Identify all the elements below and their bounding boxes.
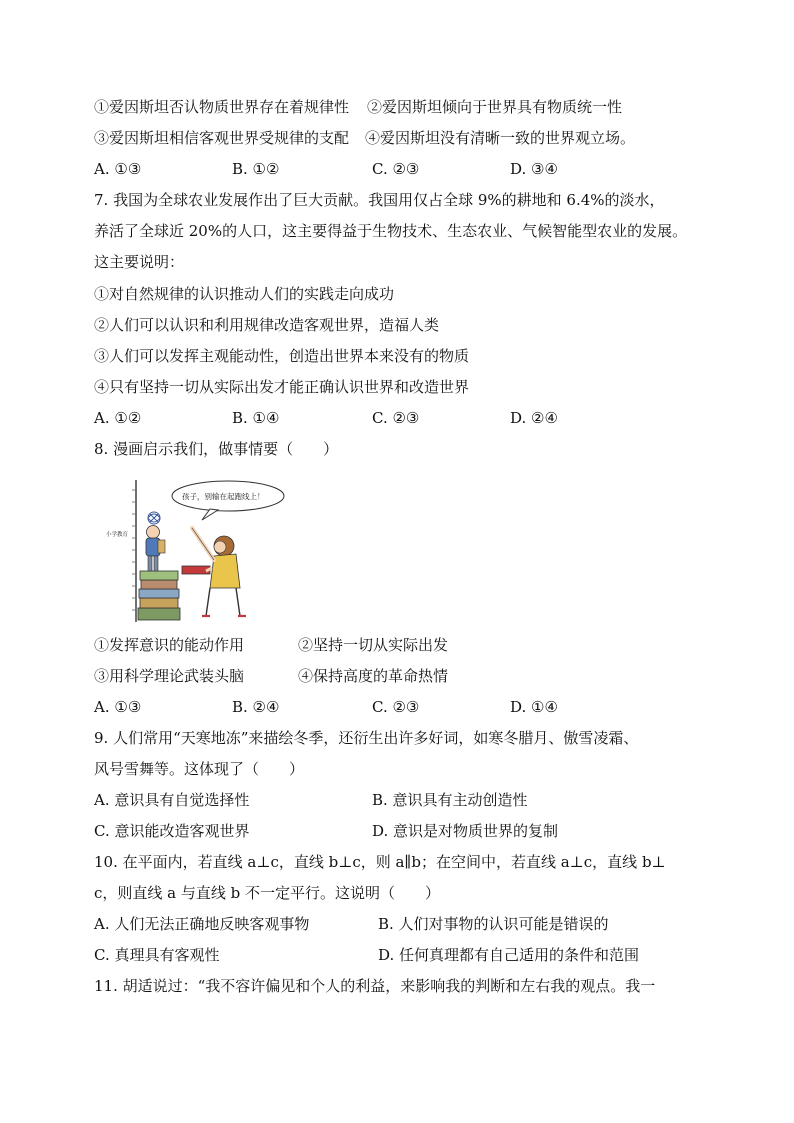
q6-option-d: D. ③④ xyxy=(510,160,558,178)
q8-statement-2: ②坚持一切从实际出发 xyxy=(298,636,449,654)
q9-option-b: B. 意识具有主动创造性 xyxy=(372,791,528,809)
q8-statements-row-1 xyxy=(94,634,448,656)
q10-option-c: C. 真理具有客观性 xyxy=(94,946,220,964)
q8-option-a: A. ①③ xyxy=(94,698,142,716)
q7-option-c: C. ②③ xyxy=(372,409,420,427)
q6-statements-row-2 xyxy=(94,127,635,149)
book-stack xyxy=(138,571,180,620)
q7-statement-1: ①对自然规律的认识推动人们的实践走向成功 xyxy=(94,285,395,303)
q8-statements-row-2 xyxy=(94,665,448,687)
q7-stem-line-2: 养活了全球近 20%的人口，这主要得益于生物技术、生态农业、气候智能型农业的发展。 xyxy=(94,222,688,240)
q8-stem: 8. 漫画启示我们，做事情要（ ） xyxy=(94,440,339,458)
q6-statement-1: ①爱因斯坦否认物质世界存在着规律性 xyxy=(94,98,350,116)
q6-statement-3: ③爱因斯坦相信客观世界受规律的支配 xyxy=(94,129,350,147)
q7-stem-line-1: 7. 我国为全球农业发展作出了巨大贡献。我国用仅占全球 9%的耕地和 6.4%的淡水， xyxy=(94,191,665,209)
q6-statement-4: ④爱因斯坦没有清晰一致的世界观立场。 xyxy=(365,129,636,147)
q10-option-a: A. 人们无法正确地反映客观事物 xyxy=(94,915,310,933)
child-figure xyxy=(146,526,165,572)
q7-statement-2: ②人们可以认识和利用规律改造客观世界，造福人类 xyxy=(94,316,440,334)
q10-option-d: D. 任何真理都有自己适用的条件和范围 xyxy=(378,946,640,964)
q7-statement-3: ③人们可以发挥主观能动性，创造出世界本来没有的物质 xyxy=(94,347,470,365)
woman-figure xyxy=(182,528,246,616)
q8-statement-3: ③用科学理论武装头脑 xyxy=(94,667,245,685)
q9-option-d: D. 意识是对物质世界的复制 xyxy=(372,822,559,840)
q9-option-a: A. 意识具有自觉选择性 xyxy=(94,791,250,809)
q8-option-b: B. ②④ xyxy=(232,698,280,716)
q8-statement-1: ①发挥意识的能动作用 xyxy=(94,636,245,654)
q7-statement-4: ④只有坚持一切从实际出发才能正确认识世界和改造世界 xyxy=(94,378,470,396)
q8-option-d: D. ①④ xyxy=(510,698,558,716)
confused-scribble-icon xyxy=(148,512,160,524)
speech-bubble-text: 孩子，别输在起跑线上！ xyxy=(182,492,265,501)
q7-option-a: A. ①② xyxy=(94,409,142,427)
q9-stem-line-2: 风号雪舞等。这体现了（ ） xyxy=(94,760,305,778)
q9-option-c: C. 意识能改造客观世界 xyxy=(94,822,250,840)
q11-stem-line-1: 11. 胡适说过：“我不容许偏见和个人的利益，来影响我的判断和左右我的观点。我一 xyxy=(94,977,656,995)
q8-cartoon-image xyxy=(106,476,290,626)
q8-option-c: C. ②③ xyxy=(372,698,420,716)
q8-statement-4: ④保持高度的革命热情 xyxy=(298,667,449,685)
q7-stem-line-3: 这主要说明： xyxy=(94,253,185,271)
q6-option-b: B. ①② xyxy=(232,160,280,178)
q10-stem-line-1: 10. 在平面内，若直线 a⊥c，直线 b⊥c，则 a∥b；在空间中，若直线 a⊥c，直线 b⊥ xyxy=(94,853,666,871)
q6-option-c: C. ②③ xyxy=(372,160,420,178)
q10-stem-line-2: c，则直线 a 与直线 b 不一定平行。这说明（ ） xyxy=(94,884,441,902)
pole-sign-label: 小学教育 xyxy=(106,532,129,538)
speech-bubble-tail xyxy=(202,509,218,520)
q10-option-b: B. 人们对事物的认识可能是错误的 xyxy=(378,915,609,933)
q6-statement-2: ②爱因斯坦倾向于世界具有物质统一性 xyxy=(367,98,623,116)
q6-statements-row-1 xyxy=(94,96,622,118)
q7-option-d: D. ②④ xyxy=(510,409,558,427)
q7-option-b: B. ①④ xyxy=(232,409,280,427)
q6-option-a: A. ①③ xyxy=(94,160,142,178)
q9-stem-line-1: 9. 人们常用“天寒地冻”来描绘冬季，还衍生出许多好词，如寒冬腊月、傲雪凌霜、 xyxy=(94,729,639,747)
